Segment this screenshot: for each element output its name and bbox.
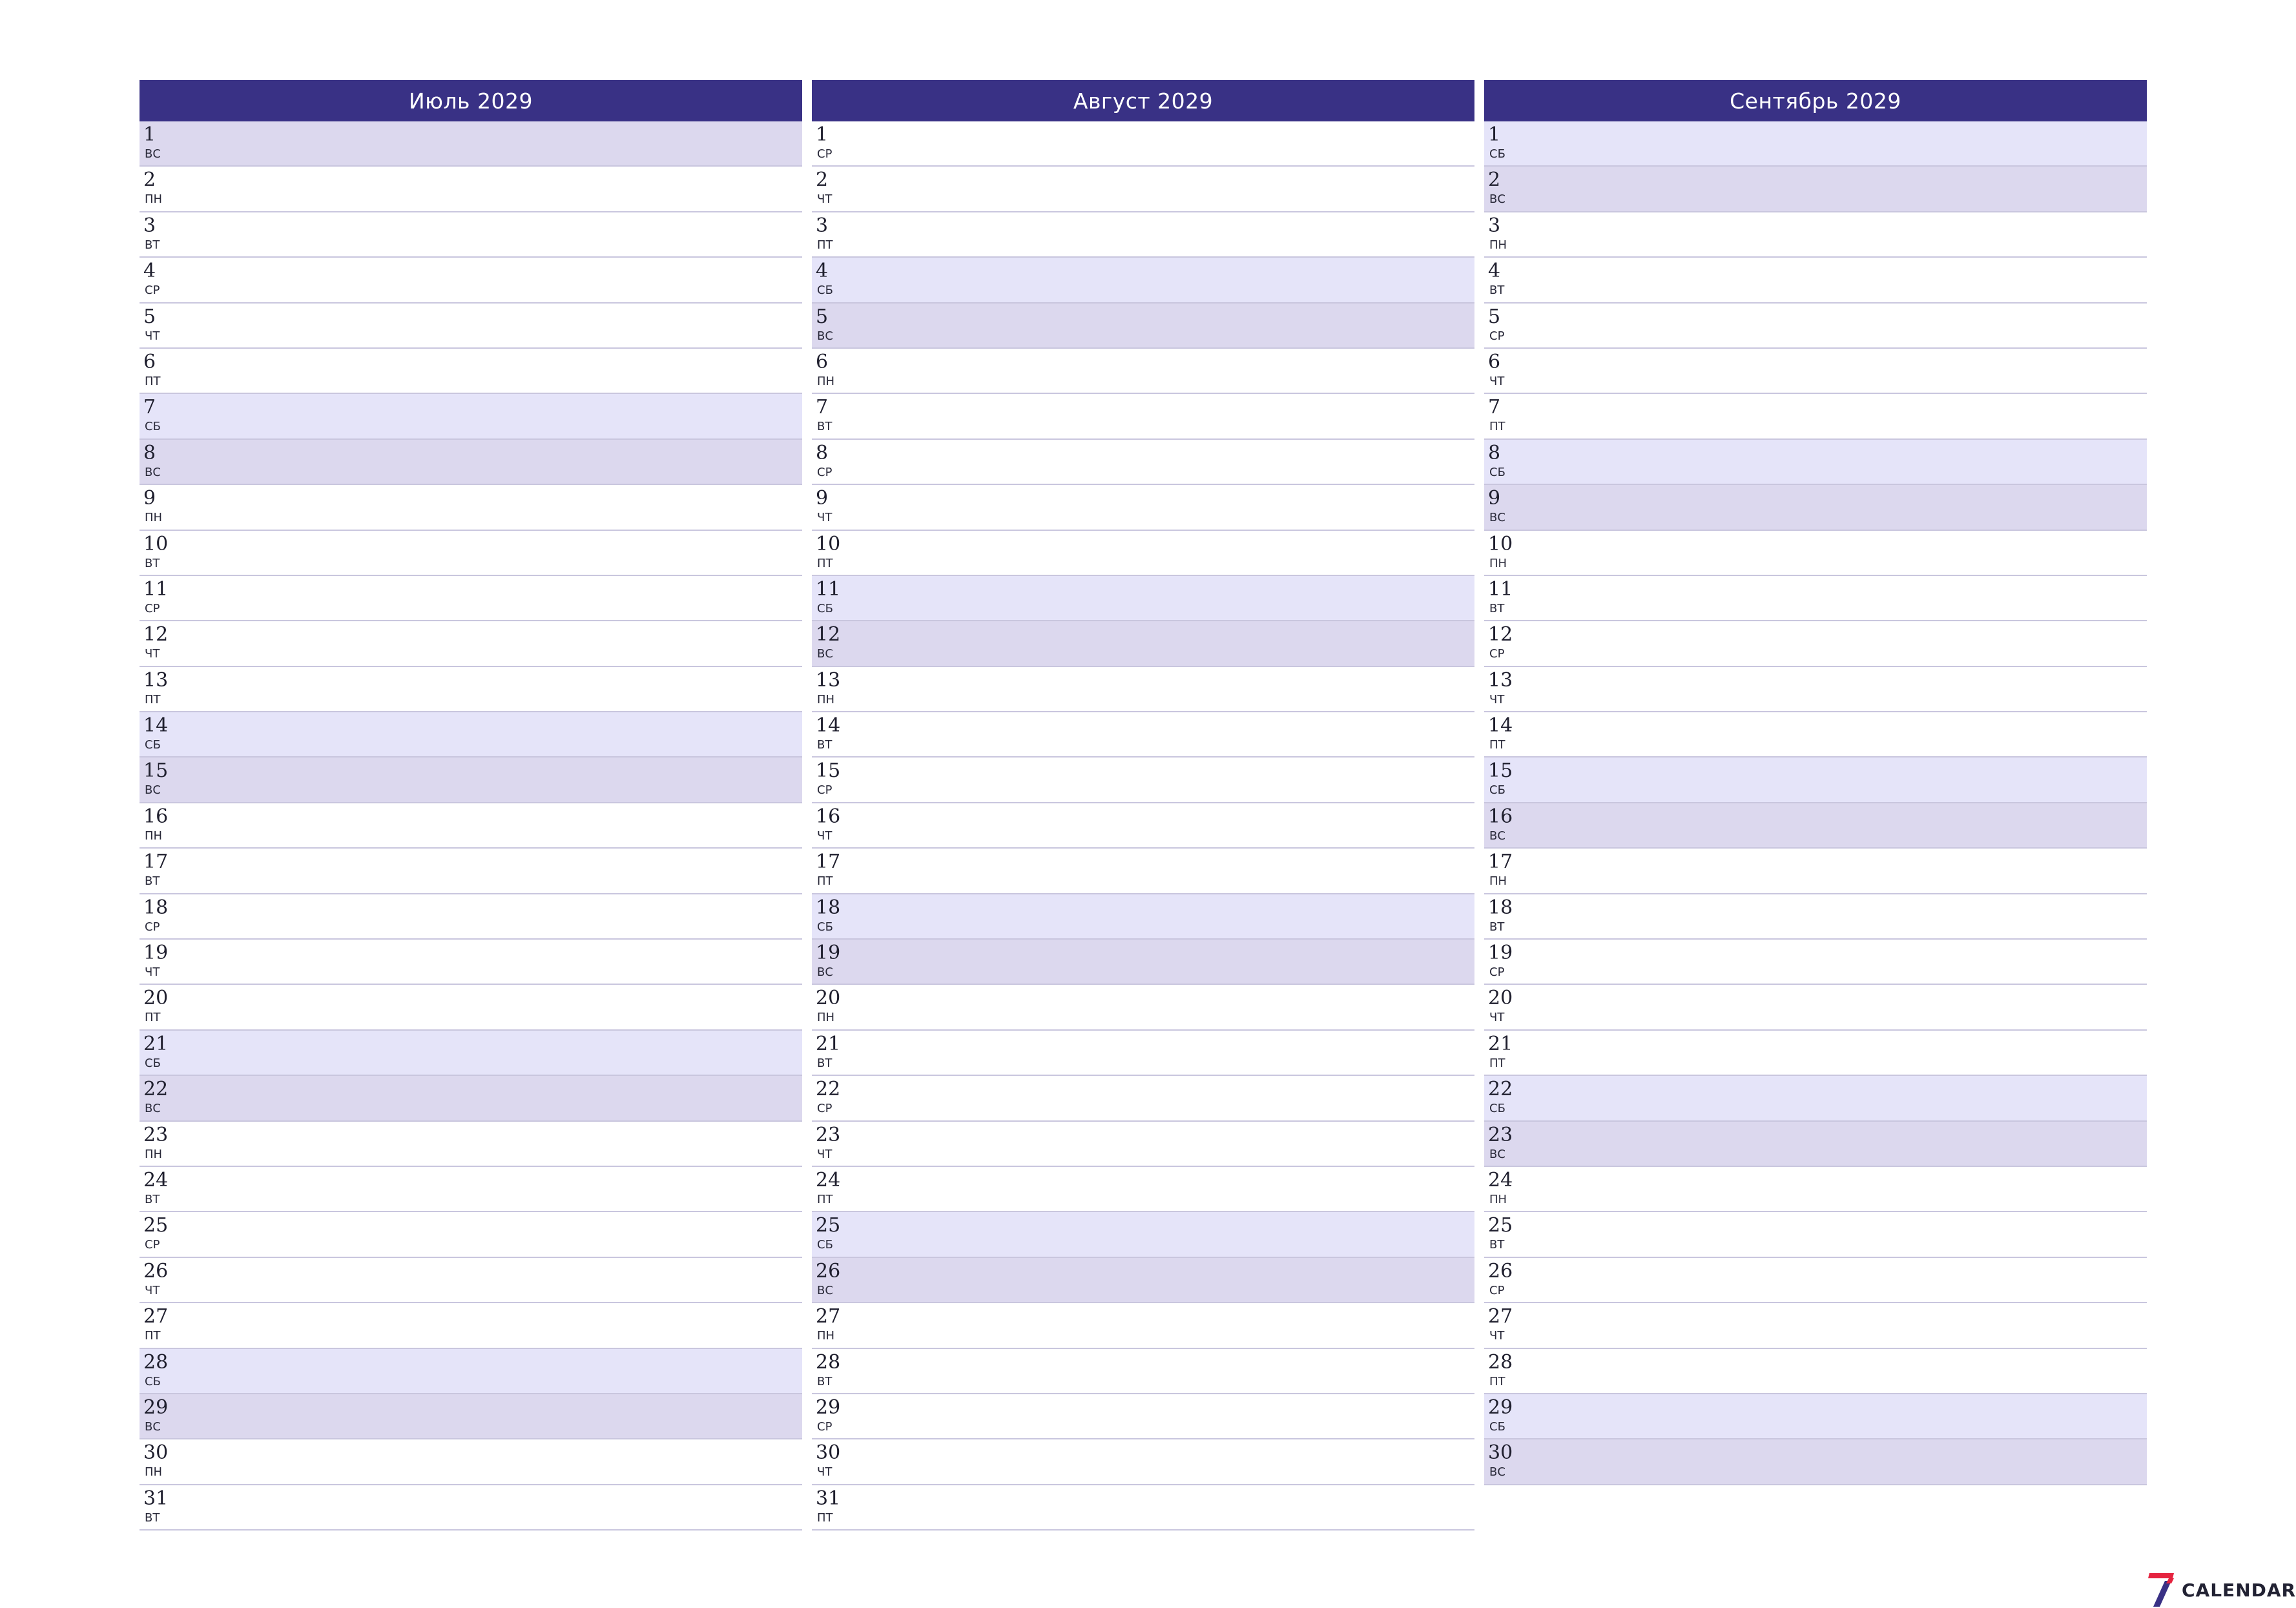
day-row bbox=[140, 121, 802, 167]
day-number: 2 bbox=[1488, 169, 1501, 192]
day-row bbox=[1484, 894, 2147, 940]
day-number: 28 bbox=[816, 1350, 841, 1374]
day-number: 18 bbox=[816, 896, 841, 919]
day-of-week: ПТ bbox=[145, 374, 161, 388]
month-header: Август 2029 bbox=[812, 80, 1474, 121]
day-number: 12 bbox=[1488, 623, 1513, 646]
day-row bbox=[812, 212, 1474, 258]
day-row bbox=[812, 894, 1474, 940]
day-row bbox=[812, 758, 1474, 803]
day-number: 5 bbox=[816, 305, 829, 328]
day-of-week: СР bbox=[145, 1238, 160, 1252]
day-row bbox=[812, 1485, 1474, 1531]
day-row bbox=[1484, 121, 2147, 167]
day-number: 3 bbox=[816, 214, 829, 237]
day-number: 16 bbox=[816, 805, 841, 828]
day-row bbox=[140, 212, 802, 258]
day-row bbox=[1484, 394, 2147, 439]
day-of-week: ВС bbox=[145, 147, 161, 161]
day-number: 25 bbox=[1488, 1214, 1513, 1237]
day-of-week: СР bbox=[145, 920, 160, 934]
day-of-week: СР bbox=[1489, 647, 1505, 661]
day-row bbox=[140, 1076, 802, 1121]
day-number: 20 bbox=[1488, 987, 1513, 1010]
day-row bbox=[812, 1212, 1474, 1257]
day-number: 22 bbox=[816, 1078, 841, 1101]
day-of-week: ПТ bbox=[145, 692, 161, 706]
day-number: 24 bbox=[143, 1168, 169, 1191]
days-list bbox=[812, 121, 1474, 1531]
day-of-week: ВТ bbox=[1489, 920, 1505, 934]
day-number: 8 bbox=[1488, 441, 1501, 464]
day-row bbox=[1484, 212, 2147, 258]
day-row bbox=[1484, 576, 2147, 621]
days-list bbox=[140, 121, 802, 1531]
day-number: 7 bbox=[1488, 396, 1501, 419]
day-of-week: ВТ bbox=[1489, 601, 1505, 615]
day-of-week: СР bbox=[1489, 1283, 1505, 1297]
day-of-week: СР bbox=[817, 783, 833, 798]
day-row bbox=[812, 167, 1474, 212]
day-of-week: ВТ bbox=[145, 874, 160, 889]
day-row bbox=[140, 1122, 802, 1167]
day-of-week: ПН bbox=[1489, 238, 1507, 252]
day-number: 2 bbox=[816, 169, 829, 192]
day-row bbox=[812, 1258, 1474, 1303]
day-number: 11 bbox=[143, 577, 169, 601]
day-number: 29 bbox=[1488, 1396, 1513, 1419]
day-row bbox=[1484, 1303, 2147, 1348]
day-row bbox=[140, 485, 802, 530]
day-row bbox=[1484, 803, 2147, 849]
day-number: 12 bbox=[143, 623, 169, 646]
day-of-week: ВТ bbox=[817, 1056, 833, 1070]
day-of-week: СР bbox=[1489, 329, 1505, 343]
day-number: 5 bbox=[143, 305, 156, 328]
day-of-week: ЧТ bbox=[817, 192, 833, 207]
day-number: 30 bbox=[143, 1441, 169, 1465]
day-number: 27 bbox=[816, 1305, 841, 1328]
day-number: 18 bbox=[143, 896, 169, 919]
day-of-week: ПН bbox=[817, 1329, 835, 1343]
day-row bbox=[140, 167, 802, 212]
day-number: 31 bbox=[143, 1487, 169, 1510]
day-number: 3 bbox=[143, 214, 156, 237]
brand-logo bbox=[2147, 1572, 2296, 1608]
day-number: 2 bbox=[143, 169, 156, 192]
day-of-week: ЧТ bbox=[145, 647, 160, 661]
day-row bbox=[1484, 167, 2147, 212]
month-column-august bbox=[812, 80, 1474, 1531]
day-row bbox=[812, 621, 1474, 666]
day-number: 30 bbox=[816, 1441, 841, 1465]
day-of-week: ПН bbox=[817, 1011, 835, 1025]
day-of-week: ПТ bbox=[817, 238, 833, 252]
day-row bbox=[140, 440, 802, 485]
day-number: 7 bbox=[816, 396, 829, 419]
day-of-week: СР bbox=[145, 601, 160, 615]
day-row bbox=[812, 940, 1474, 985]
day-number: 10 bbox=[1488, 532, 1513, 555]
day-number: 19 bbox=[816, 942, 841, 965]
day-row bbox=[140, 1349, 802, 1394]
day-row bbox=[140, 1212, 802, 1257]
day-row bbox=[1484, 621, 2147, 666]
month-column-july bbox=[140, 80, 802, 1531]
day-of-week: ВТ bbox=[145, 1510, 160, 1525]
day-of-week: СБ bbox=[145, 738, 161, 752]
day-of-week: ВТ bbox=[145, 556, 160, 570]
day-of-week: ЧТ bbox=[145, 329, 160, 343]
day-row bbox=[1484, 985, 2147, 1030]
day-number: 25 bbox=[816, 1214, 841, 1237]
day-of-week: ПТ bbox=[145, 1011, 161, 1025]
day-number: 30 bbox=[1488, 1441, 1513, 1465]
day-number: 28 bbox=[143, 1350, 169, 1374]
day-number: 26 bbox=[816, 1259, 841, 1283]
day-number: 23 bbox=[816, 1123, 841, 1146]
day-of-week: СБ bbox=[817, 920, 833, 934]
day-of-week: ЧТ bbox=[817, 511, 833, 525]
day-of-week: ЧТ bbox=[1489, 692, 1505, 706]
day-number: 27 bbox=[143, 1305, 169, 1328]
day-row bbox=[1484, 1122, 2147, 1167]
day-of-week: ПН bbox=[817, 692, 835, 706]
day-number: 15 bbox=[816, 759, 841, 783]
day-of-week: ПТ bbox=[817, 1192, 833, 1206]
day-number: 28 bbox=[1488, 1350, 1513, 1374]
day-row bbox=[140, 712, 802, 758]
day-number: 26 bbox=[1488, 1259, 1513, 1283]
day-row bbox=[812, 985, 1474, 1030]
month-column-september bbox=[1484, 80, 2147, 1485]
day-number: 6 bbox=[1488, 350, 1501, 373]
day-of-week: ВТ bbox=[817, 1374, 833, 1388]
day-row bbox=[812, 576, 1474, 621]
day-of-week: СР bbox=[817, 1419, 833, 1434]
day-number: 10 bbox=[143, 532, 169, 555]
day-number: 29 bbox=[816, 1396, 841, 1419]
day-row bbox=[812, 1303, 1474, 1348]
day-row bbox=[140, 531, 802, 576]
day-number: 24 bbox=[816, 1168, 841, 1191]
day-number: 24 bbox=[1488, 1168, 1513, 1191]
day-number: 16 bbox=[1488, 805, 1513, 828]
day-row bbox=[812, 712, 1474, 758]
day-row bbox=[140, 1485, 802, 1531]
day-number: 9 bbox=[816, 487, 829, 510]
day-row bbox=[140, 349, 802, 394]
day-of-week: СР bbox=[145, 283, 160, 298]
day-row bbox=[140, 849, 802, 894]
day-of-week: СР bbox=[1489, 965, 1505, 980]
day-number: 29 bbox=[143, 1396, 169, 1419]
day-row bbox=[1484, 1212, 2147, 1257]
day-row bbox=[812, 349, 1474, 394]
day-of-week: ПТ bbox=[1489, 420, 1505, 434]
day-of-week: СБ bbox=[817, 283, 833, 298]
day-of-week: ПН bbox=[145, 192, 163, 207]
day-row bbox=[140, 667, 802, 712]
day-row bbox=[1484, 1394, 2147, 1439]
day-of-week: ВС bbox=[1489, 829, 1505, 843]
day-row bbox=[140, 258, 802, 303]
day-row bbox=[140, 1303, 802, 1348]
day-number: 19 bbox=[143, 942, 169, 965]
day-row bbox=[140, 803, 802, 849]
day-row bbox=[140, 304, 802, 349]
day-row bbox=[140, 1031, 802, 1076]
day-number: 22 bbox=[1488, 1078, 1513, 1101]
day-row bbox=[1484, 712, 2147, 758]
day-number: 21 bbox=[1488, 1032, 1513, 1055]
day-number: 14 bbox=[816, 714, 841, 737]
day-number: 11 bbox=[1488, 577, 1513, 601]
day-row bbox=[140, 1167, 802, 1212]
day-number: 9 bbox=[143, 487, 156, 510]
day-number: 23 bbox=[143, 1123, 169, 1146]
day-of-week: ПН bbox=[145, 1147, 163, 1161]
day-of-week: ВТ bbox=[145, 1192, 160, 1206]
day-of-week: ВС bbox=[145, 783, 161, 798]
day-of-week: СБ bbox=[1489, 1419, 1505, 1434]
day-number: 10 bbox=[816, 532, 841, 555]
day-number: 11 bbox=[816, 577, 841, 601]
month-header: Июль 2029 bbox=[140, 80, 802, 121]
day-number: 20 bbox=[816, 987, 841, 1010]
day-number: 31 bbox=[816, 1487, 841, 1510]
day-number: 20 bbox=[143, 987, 169, 1010]
day-of-week: ПН bbox=[817, 374, 835, 388]
day-number: 21 bbox=[143, 1032, 169, 1055]
day-row bbox=[1484, 1076, 2147, 1121]
day-row bbox=[140, 940, 802, 985]
day-number: 8 bbox=[143, 441, 156, 464]
day-of-week: ВТ bbox=[817, 738, 833, 752]
day-of-week: ПН bbox=[1489, 874, 1507, 889]
day-number: 6 bbox=[816, 350, 829, 373]
day-row bbox=[1484, 758, 2147, 803]
day-of-week: СБ bbox=[1489, 465, 1505, 479]
day-row bbox=[140, 894, 802, 940]
day-of-week: ВС bbox=[1489, 192, 1505, 207]
day-of-week: СР bbox=[817, 465, 833, 479]
day-of-week: ПТ bbox=[1489, 1056, 1505, 1070]
day-of-week: ВС bbox=[145, 1419, 161, 1434]
days-list bbox=[1484, 121, 2147, 1485]
day-number: 12 bbox=[816, 623, 841, 646]
day-of-week: ПН bbox=[145, 829, 163, 843]
day-row bbox=[140, 1439, 802, 1485]
day-of-week: ПТ bbox=[817, 1510, 833, 1525]
day-row bbox=[1484, 849, 2147, 894]
day-row bbox=[812, 440, 1474, 485]
day-of-week: СБ bbox=[145, 1056, 161, 1070]
day-of-week: ВС bbox=[817, 1283, 833, 1297]
day-of-week: ВС bbox=[1489, 1465, 1505, 1479]
day-number: 9 bbox=[1488, 487, 1501, 510]
day-of-week: СБ bbox=[817, 601, 833, 615]
day-of-week: ПТ bbox=[145, 1329, 161, 1343]
day-row bbox=[812, 849, 1474, 894]
day-number: 3 bbox=[1488, 214, 1501, 237]
day-of-week: СБ bbox=[1489, 1102, 1505, 1116]
day-row bbox=[812, 803, 1474, 849]
day-number: 4 bbox=[143, 260, 156, 283]
day-of-week: ПТ bbox=[1489, 738, 1505, 752]
day-of-week: ВТ bbox=[817, 420, 833, 434]
month-header: Сентябрь 2029 bbox=[1484, 80, 2147, 121]
day-number: 13 bbox=[816, 668, 841, 692]
day-number: 18 bbox=[1488, 896, 1513, 919]
day-of-week: ЧТ bbox=[1489, 1011, 1505, 1025]
day-of-week: ПТ bbox=[817, 556, 833, 570]
day-of-week: ПН bbox=[145, 1465, 163, 1479]
day-of-week: СР bbox=[817, 147, 833, 161]
calendar-grid bbox=[140, 80, 2296, 1601]
day-number: 27 bbox=[1488, 1305, 1513, 1328]
day-of-week: ЧТ bbox=[817, 1147, 833, 1161]
day-of-week: ВС bbox=[817, 965, 833, 980]
day-of-week: ПН bbox=[1489, 1192, 1507, 1206]
day-of-week: ПН bbox=[145, 511, 163, 525]
day-of-week: ВС bbox=[145, 1102, 161, 1116]
day-of-week: ЧТ bbox=[1489, 374, 1505, 388]
day-of-week: СБ bbox=[145, 420, 161, 434]
day-row bbox=[812, 1349, 1474, 1394]
day-row bbox=[1484, 1439, 2147, 1485]
day-of-week: ВС bbox=[145, 465, 161, 479]
day-row bbox=[1484, 258, 2147, 303]
day-number: 4 bbox=[1488, 260, 1501, 283]
day-row bbox=[1484, 485, 2147, 530]
day-row bbox=[812, 121, 1474, 167]
day-number: 13 bbox=[1488, 668, 1513, 692]
day-row bbox=[812, 1394, 1474, 1439]
day-of-week: ЧТ bbox=[145, 965, 160, 980]
day-of-week: СР bbox=[817, 1102, 833, 1116]
day-number: 4 bbox=[816, 260, 829, 283]
day-number: 6 bbox=[143, 350, 156, 373]
day-of-week: ПТ bbox=[817, 874, 833, 889]
day-number: 15 bbox=[143, 759, 169, 783]
day-number: 23 bbox=[1488, 1123, 1513, 1146]
day-of-week: ВС bbox=[1489, 1147, 1505, 1161]
day-number: 17 bbox=[143, 850, 169, 874]
day-number: 1 bbox=[1488, 123, 1501, 146]
day-number: 13 bbox=[143, 668, 169, 692]
day-of-week: ВС bbox=[817, 647, 833, 661]
day-number: 5 bbox=[1488, 305, 1501, 328]
day-row bbox=[812, 1031, 1474, 1076]
day-row bbox=[1484, 940, 2147, 985]
day-of-week: ЧТ bbox=[145, 1283, 160, 1297]
day-of-week: СБ bbox=[145, 1374, 161, 1388]
day-row bbox=[812, 667, 1474, 712]
day-row bbox=[140, 394, 802, 439]
day-number: 15 bbox=[1488, 759, 1513, 783]
day-of-week: ЧТ bbox=[1489, 1329, 1505, 1343]
day-of-week: СБ bbox=[1489, 783, 1505, 798]
day-row bbox=[1484, 440, 2147, 485]
day-row bbox=[140, 985, 802, 1030]
day-row bbox=[140, 576, 802, 621]
day-row bbox=[812, 1122, 1474, 1167]
day-row bbox=[140, 621, 802, 666]
day-row bbox=[140, 1394, 802, 1439]
seven-logo-icon bbox=[2147, 1572, 2175, 1608]
day-number: 1 bbox=[143, 123, 156, 146]
day-number: 17 bbox=[1488, 850, 1513, 874]
day-of-week: ВТ bbox=[1489, 283, 1505, 298]
day-number: 25 bbox=[143, 1214, 169, 1237]
day-number: 22 bbox=[143, 1078, 169, 1101]
day-row bbox=[812, 394, 1474, 439]
day-row bbox=[812, 1167, 1474, 1212]
day-row bbox=[1484, 1349, 2147, 1394]
day-row bbox=[1484, 1258, 2147, 1303]
day-row bbox=[1484, 667, 2147, 712]
day-of-week: ВС bbox=[1489, 511, 1505, 525]
day-number: 14 bbox=[1488, 714, 1513, 737]
day-of-week: ВС bbox=[817, 329, 833, 343]
day-row bbox=[140, 758, 802, 803]
day-number: 7 bbox=[143, 396, 156, 419]
day-row bbox=[1484, 304, 2147, 349]
day-of-week: ВТ bbox=[1489, 1238, 1505, 1252]
day-number: 14 bbox=[143, 714, 169, 737]
day-number: 19 bbox=[1488, 942, 1513, 965]
day-of-week: ВТ bbox=[145, 238, 160, 252]
day-of-week: ЧТ bbox=[817, 829, 833, 843]
day-number: 1 bbox=[816, 123, 829, 146]
day-row bbox=[812, 485, 1474, 530]
day-row bbox=[812, 531, 1474, 576]
day-row bbox=[1484, 531, 2147, 576]
day-row bbox=[812, 304, 1474, 349]
day-of-week: СБ bbox=[1489, 147, 1505, 161]
day-row bbox=[1484, 1031, 2147, 1076]
day-of-week: СБ bbox=[817, 1238, 833, 1252]
day-of-week: ПТ bbox=[1489, 1374, 1505, 1388]
day-of-week: ПН bbox=[1489, 556, 1507, 570]
day-row bbox=[812, 1076, 1474, 1121]
day-row bbox=[812, 1439, 1474, 1485]
day-number: 26 bbox=[143, 1259, 169, 1283]
day-row bbox=[1484, 349, 2147, 394]
day-row bbox=[812, 258, 1474, 303]
day-of-week: ЧТ bbox=[817, 1465, 833, 1479]
day-number: 21 bbox=[816, 1032, 841, 1055]
day-number: 16 bbox=[143, 805, 169, 828]
day-number: 8 bbox=[816, 441, 829, 464]
day-row bbox=[140, 1258, 802, 1303]
logo-text: CALENDAR bbox=[2182, 1579, 2296, 1601]
day-row bbox=[1484, 1167, 2147, 1212]
day-number: 17 bbox=[816, 850, 841, 874]
